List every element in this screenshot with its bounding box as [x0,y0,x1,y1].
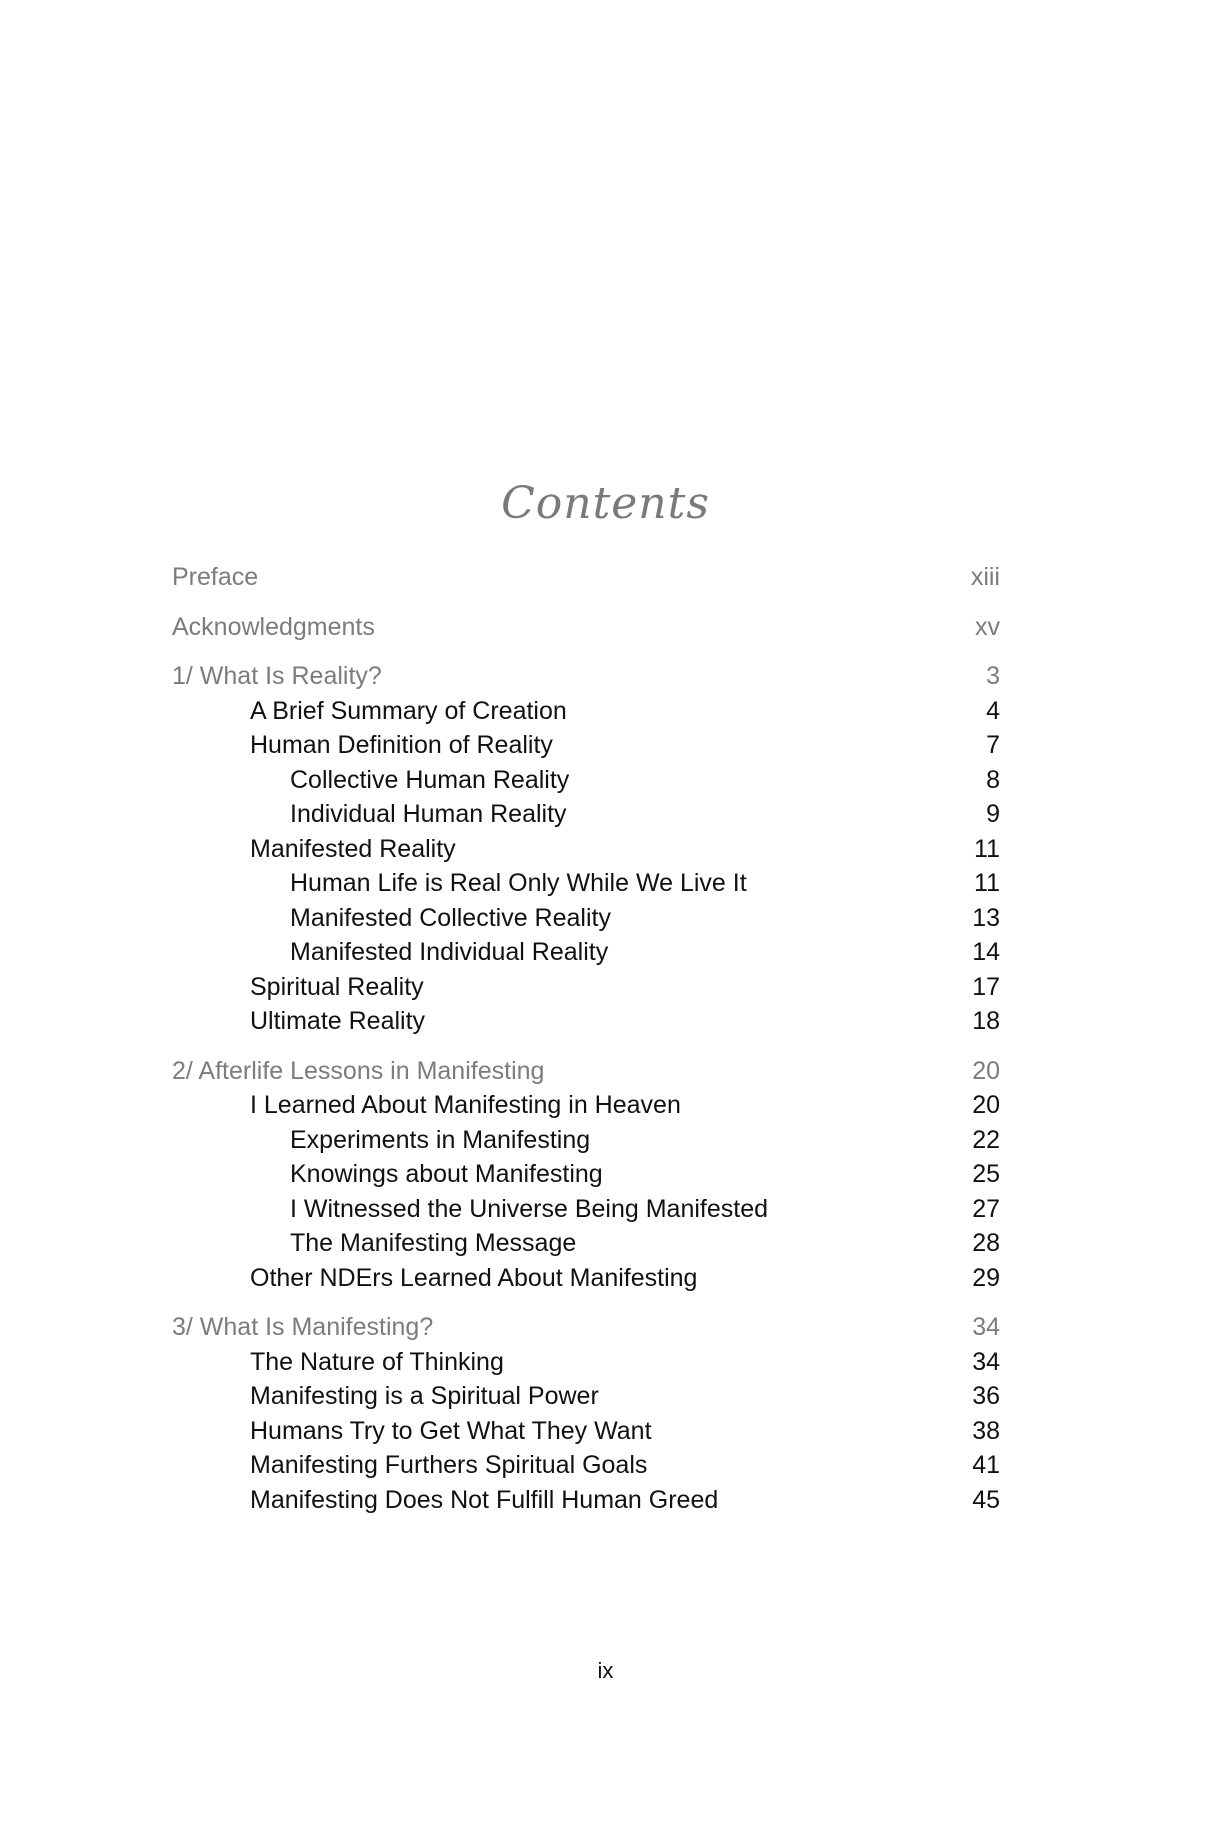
toc-entry [172,1310,1000,1345]
toc-entry [172,1483,1000,1518]
toc-entry-label: Other NDErs Learned About Manifesting [250,1263,698,1292]
toc-entry-page: 4 [986,696,1000,725]
toc-entry-label: Preface [172,563,259,591]
toc-entry-label: Manifesting Does Not Fulfill Human Greed [250,1485,719,1514]
toc-entry-page: 28 [972,1229,1000,1257]
toc-entry [172,1379,1000,1414]
toc-entry-label: 3/ What Is Manifesting? [172,1313,434,1341]
toc-entry [172,610,1000,645]
toc-entry-label: Manifested Individual Reality [290,938,609,966]
toc-entry-page: 3 [986,662,1000,690]
toc-entry-label: Manifesting is a Spiritual Power [250,1382,599,1410]
toc-entry [172,694,1000,729]
toc-entry [172,1192,1000,1227]
toc-entry-label: Ultimate Reality [250,1007,426,1035]
toc-entry-label: Manifested Reality [250,834,456,863]
toc-entry [172,1157,1000,1192]
toc-entry [172,728,1000,763]
toc-entry [172,1414,1000,1449]
toc-entry-page: 20 [972,1056,1000,1085]
toc-entry-label: A Brief Summary of Creation [250,696,567,725]
toc-entry-page: 41 [972,1451,1000,1479]
toc-entry [172,1345,1000,1380]
toc-entry-page: 22 [972,1125,1000,1154]
toc-entry-page: 29 [972,1263,1000,1292]
toc-entry-page: xiii [970,563,1000,591]
toc-entry [172,1088,1000,1123]
toc-entry-page: xv [975,612,1000,641]
toc-entry-page: 36 [972,1382,1000,1410]
toc-entry [172,866,1000,901]
toc-entry-label: Human Life is Real Only While We Live It [290,869,747,897]
toc-entry [172,935,1000,970]
page-number: ix [597,1658,614,1683]
toc-entry [172,659,1000,694]
toc-entry-page: 17 [972,972,1000,1001]
toc-entry [172,1123,1000,1158]
toc-entry-page: 7 [986,731,1000,759]
toc-entry-label: Manifested Collective Reality [290,903,611,932]
toc-entry-label: 2/ Afterlife Lessons in Manifesting [172,1056,545,1085]
toc-entry-page: 27 [972,1194,1000,1223]
toc-entry-label: Acknowledgments [172,612,375,641]
toc-entry-page: 34 [972,1313,1000,1341]
toc-entry-label: Individual Human Reality [290,800,567,828]
toc-entry-label: Humans Try to Get What They Want [250,1416,652,1445]
toc-entry-page: 8 [986,765,1000,794]
toc-entry-label: Manifesting Furthers Spiritual Goals [250,1451,648,1479]
toc-entry-label: Spiritual Reality [250,972,424,1001]
toc-entry [172,1054,1000,1089]
toc-entry [172,560,1000,595]
toc-entry [172,1261,1000,1296]
toc-entry-label: I Witnessed the Universe Being Manifested [290,1194,769,1223]
toc-entry [172,901,1000,936]
toc-entry-label: Collective Human Reality [290,765,570,794]
toc-entry-page: 34 [972,1347,1000,1376]
toc-entry-page: 25 [972,1160,1000,1188]
toc-entry-page: 18 [972,1007,1000,1035]
toc-entry-label: I Learned About Manifesting in Heaven [250,1091,681,1119]
toc-entry-page: 13 [972,903,1000,932]
toc-entry-page: 11 [974,834,1000,863]
toc-entry-page: 20 [972,1091,1000,1119]
toc-entry [172,1004,1000,1039]
toc-entry-label: Human Definition of Reality [250,731,553,759]
toc-entry-label: Knowings about Manifesting [290,1160,603,1188]
toc-entry [172,763,1000,798]
toc-entry-label: 1/ What Is Reality? [172,662,382,690]
toc-entry-page: 14 [972,938,1000,966]
toc-entry [172,797,1000,832]
page-title: Contents [501,478,710,529]
toc-entry [172,970,1000,1005]
toc-entry [172,1226,1000,1261]
toc-entry-page: 11 [974,869,1000,897]
toc-entry-page: 9 [986,800,1000,828]
toc-entry [172,832,1000,867]
toc-entry-page: 38 [972,1416,1000,1445]
toc-entry-label: Experiments in Manifesting [290,1125,591,1154]
toc-entry-page: 45 [972,1485,1000,1514]
toc-entry-label: The Manifesting Message [290,1229,577,1257]
toc-entry [172,1448,1000,1483]
table-of-contents [172,560,1000,1517]
toc-entry-label: The Nature of Thinking [250,1347,504,1376]
